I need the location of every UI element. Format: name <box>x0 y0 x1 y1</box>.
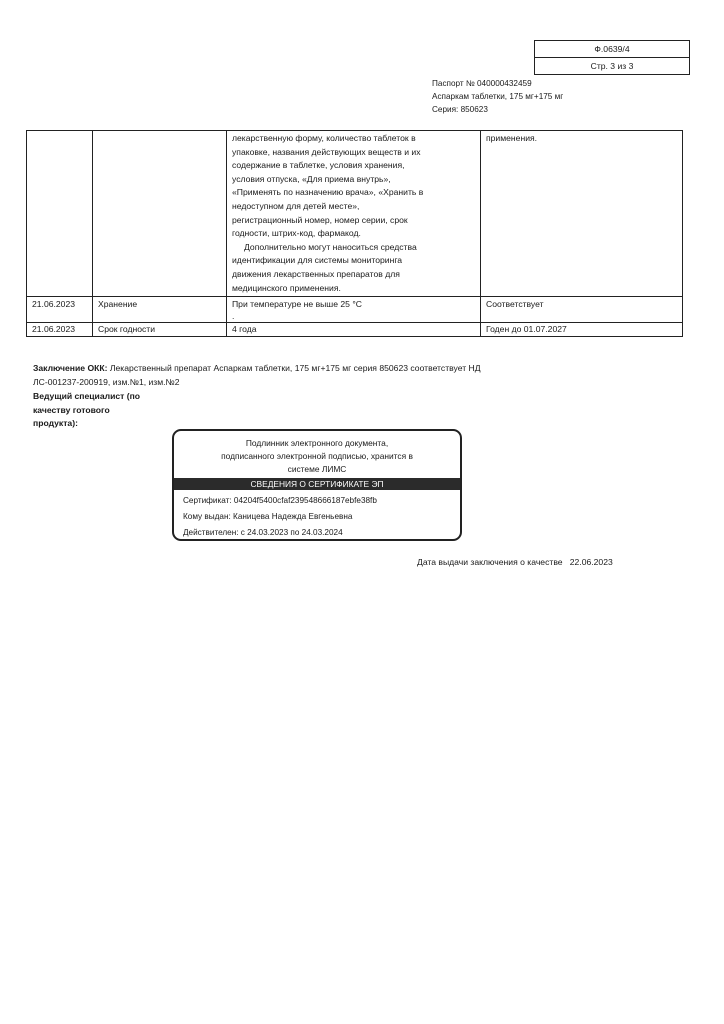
norm-text: При температуре не выше 25 °С <box>232 299 362 310</box>
page-number: Стр. 3 из 3 <box>535 57 689 74</box>
norm-line: Дополнительно могут наноситься средства <box>244 241 417 252</box>
norm-line: идентификации для системы мониторинга <box>232 255 403 266</box>
test-results-table <box>26 130 683 337</box>
conclusion-line-1 <box>33 362 503 376</box>
cell-norm: 4 года <box>227 323 481 337</box>
norm-line: движения лекарственных препаратов для <box>232 268 400 279</box>
certificate-header-bar: СВЕДЕНИЯ О СЕРТИФИКАТЕ ЭП <box>174 478 460 490</box>
signature-notice <box>174 437 460 476</box>
qc-conclusion <box>33 362 503 389</box>
specialist-label <box>33 390 143 431</box>
norm-line: медицинского применения. <box>232 282 341 293</box>
signature-notice-line: подписанного электронной подписью, хранится в <box>221 451 413 461</box>
specialist-line: продукта): <box>33 418 78 428</box>
norm-line: годности, штрих-код, фармакод. <box>232 228 361 239</box>
norm-text-2: . <box>232 310 235 321</box>
passport-series: Серия: 850623 <box>432 105 488 114</box>
specialist-line: качеству готового <box>33 404 110 415</box>
conclusion-text-1: Лекарственный препарат Аспаркам таблетки, 175 мг+175 мг серия 850623 соответствует НД <box>107 363 481 373</box>
signature-notice-line: системе ЛИМС <box>287 464 347 474</box>
cell-result: Соответствует <box>481 297 683 323</box>
conclusion-text-2: ЛС-001237-200919, изм.№1, изм.№2 <box>33 376 180 387</box>
cell-result: Годен до 01.07.2027 <box>481 323 683 337</box>
cell-indicator: Хранение <box>93 297 227 323</box>
electronic-signature-stamp <box>172 429 462 541</box>
issue-date <box>417 557 613 567</box>
conclusion-label: Заключение ОКК: <box>33 363 108 373</box>
norm-line: «Применять по назначению врача», «Хранить в <box>232 187 424 198</box>
passport-number: Паспорт № 040000432459 <box>432 79 532 88</box>
cell-date: 21.06.2023 <box>27 323 93 337</box>
cell-result: применения. <box>481 131 683 297</box>
table-row <box>27 131 683 297</box>
form-code: Ф.0639/4 <box>594 44 630 54</box>
norm-line: содержание в таблетке, условия хранения, <box>232 160 405 171</box>
signature-notice-line: Подлинник электронного документа, <box>245 438 389 448</box>
table-row <box>27 323 683 337</box>
form-code-box <box>534 40 690 75</box>
cell-date: 21.06.2023 <box>27 297 93 323</box>
cell-indicator: Срок годности <box>93 323 227 337</box>
cell-norm <box>227 131 481 297</box>
norm-line: условия отпуска, «Для приема внутрь», <box>232 173 391 184</box>
cell-date <box>27 131 93 297</box>
norm-line: упаковке, названия действующих веществ и их <box>232 146 421 157</box>
norm-line: регистрационный номер, номер серии, срок <box>232 214 408 225</box>
certificate-validity: Действителен: с 24.03.2023 по 24.03.2024 <box>183 528 343 537</box>
cell-indicator <box>93 131 227 297</box>
certificate-owner: Кому выдан: Каницева Надежда Евгеньевна <box>183 512 353 521</box>
specialist-line: Ведущий специалист (по <box>33 391 141 401</box>
issue-date-value: 22.06.2023 <box>569 557 613 567</box>
issue-date-label: Дата выдачи заключения о качестве <box>417 557 563 567</box>
cell-norm <box>227 297 481 323</box>
norm-line: лекарственную форму, количество таблеток в <box>232 133 416 143</box>
passport-info <box>432 77 563 116</box>
certificate-number: Сертификат: 04204f5400cfaf239548666187ebfe38fb <box>183 496 377 505</box>
passport-product: Аспаркам таблетки, 175 мг+175 мг <box>432 92 564 101</box>
norm-line: недоступном для детей месте», <box>232 200 360 211</box>
table-row <box>27 297 683 323</box>
